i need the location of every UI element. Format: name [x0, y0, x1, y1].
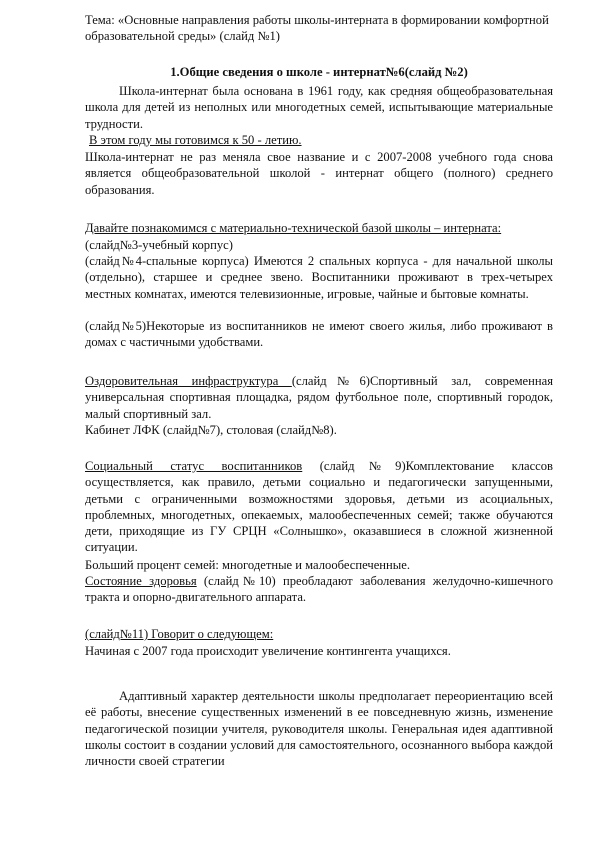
section-1-heading: 1.Общие сведения о школе - интернат№6(слайд №2)	[170, 65, 468, 79]
section-1-paragraph-2: В этом году мы готовимся к 50 - летию.	[89, 133, 302, 147]
section-3-lead: Оздоровительная инфраструктура	[85, 374, 292, 388]
document-title: Тема: «Основные направления работы школы-интерната в формировании комфортной образовательной среды» (слайд №1)	[85, 13, 549, 44]
section-2-paragraph-3: (слайд№5)Некоторые из воспитанников не имеют своего жилья, либо проживают в домах с частичными удобствами.	[85, 319, 553, 350]
section-3-paragraph-2: Кабинет ЛФК (слайд№7), столовая (слайд№8).	[85, 423, 337, 437]
section-5-paragraph-1: Начиная с 2007 года происходит увеличение контингента учащихся.	[85, 644, 451, 658]
section-5-heading: (слайд№11) Говорит о следующем:	[85, 627, 274, 641]
section-3-text: (слайд№6)Спортивный зал, современная универсальная спортивная площадка, рядом футбольное поле, спортивный городок, малый спортивный зал.	[85, 374, 553, 421]
section-1-paragraph-3: Школа-интернат не раз меняла свое название и с 2007-2008 учебного года снова является общеобразовательной школой - интернат общего (полного) среднего образования.	[85, 150, 553, 197]
section-1-paragraph-1: Школа-интернат была основана в 1961 году, как средняя общеобразовательная школа для детей из неполных или многодетных семей, испытывающие материальные трудности.	[85, 84, 553, 131]
section-2-paragraph-2: (слайд№4-спальные корпуса) Имеются 2 спальных корпуса - для начальной школы (отдельно), старшее и среднее звено. Воспитанники проживают в трех-четырех местных комнатах, имеются телевизионные, игровые, чайные и бытовые комнаты.	[85, 254, 553, 301]
section-2-heading: Давайте познакомимся с материально-технической базой школы – интерната:	[85, 221, 502, 235]
section-4-paragraph-3	[85, 573, 553, 606]
section-4-text: (слайд№9)Комплектование классов осуществляется, как правило, детьми социально и педагогически запущенными, детьми с ограниченными возможностями здоровья, детьми из асоциальных, проблемных, многодетных, опекаемых, малообеспеченных семей; также обучаются дети, приходящие из ГУ СРЦН «Солнышко», оказавшиеся в сложной жизненной ситуации.	[85, 459, 553, 555]
section-4-paragraph-2: Больший процент семей: многодетные и малообеспеченные.	[85, 558, 410, 572]
section-4-health-lead: Состояние здоровья	[85, 574, 197, 588]
section-4-lead: Социальный статус воспитанников	[85, 459, 303, 473]
section-3-paragraph-1	[85, 373, 553, 422]
section-4-health-text: (слайд№10) преобладают заболевания желудочно-кишечного тракта и опорно-двигательного аппарата.	[85, 574, 553, 605]
section-4-paragraph-1	[85, 458, 553, 556]
section-2-paragraph-1: (слайд№3-учебный корпус)	[85, 238, 233, 252]
section-6-paragraph-1: Адаптивный характер деятельности школы предполагает переориентацию всей её работы, внесение существенных изменений в ее повседневную жизнь, изменение педагогической позиции учителя, руководителя школы. Генеральная идея адаптивной школы состоит в создании условий для самостоятельного, осознанного выбора каждой личности своей стратегии	[85, 689, 553, 769]
